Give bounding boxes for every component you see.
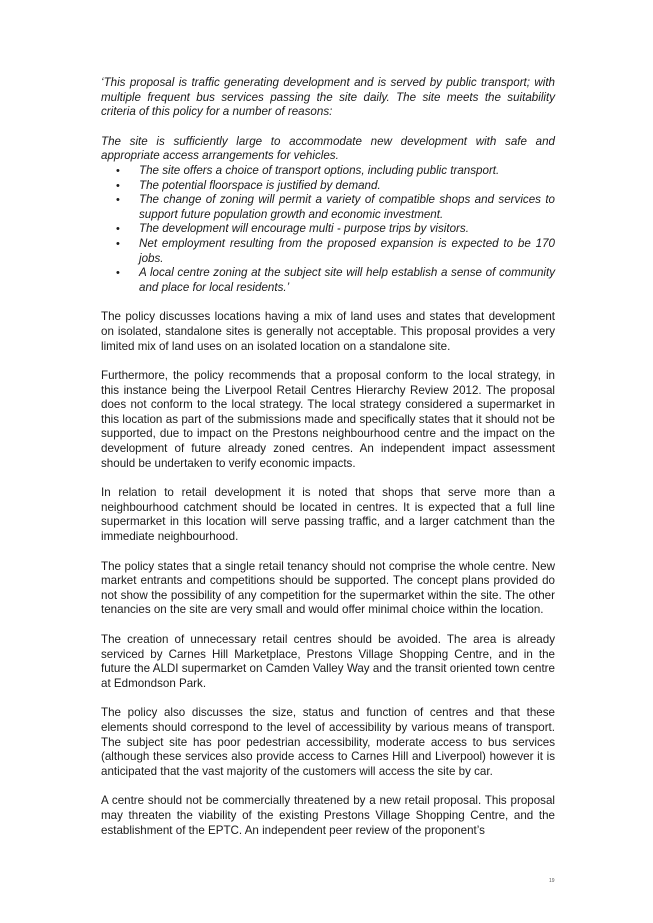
page-number: 19 bbox=[549, 878, 555, 884]
document-body bbox=[101, 76, 555, 838]
paragraph-single-tenancy: The policy states that a single retail tenancy should not comprise the whole centre. New market entrants and competitions should be supported. The concept plans provided do not show the possibility of any competition for the supermarket within the site. The other tenancies on the site are very small and would offer minimal choice within the location. bbox=[101, 559, 555, 617]
bullet-icon: • bbox=[116, 164, 120, 177]
list-item: • The development will encourage multi - purpose trips by visitors. bbox=[116, 222, 469, 236]
paragraph-accessibility: The policy also discusses the size, status and function of centres and that these elements should correspond to the level of accessibility by various means of transport. The subject site has poor pedestrian accessibility, moderate access to bus services (although these services also provide access to Carnes Hill and Liverpool) however it is anticipated that the vast majority of the customers will access the site by car. bbox=[101, 706, 555, 778]
list-item: • The site offers a choice of transport options, including public transport. bbox=[116, 163, 500, 177]
paragraph-retail-development: In relation to retail development it is noted that shops that serve more than a neighbourhood catchment should be located in centres. It is expected that a full line supermarket in this location will serve passing traffic, and a larger catchment than the immediate neighbourhood. bbox=[101, 486, 555, 544]
quote-lead: The site is sufficiently large to accommodate new development with safe and appropriate access arrangements for vehicles. bbox=[101, 134, 555, 163]
bullet-icon: • bbox=[116, 267, 120, 280]
list-item: • Net employment resulting from the proposed expansion is expected to be 170 jobs. bbox=[116, 236, 555, 265]
bullet-icon: • bbox=[116, 237, 120, 250]
paragraph-local-strategy: Furthermore, the policy recommends that a proposal conform to the local strategy, in this instance being the Liverpool Retail Centres Hierarchy Review 2012. The proposal does not conform to the local strategy. The local strategy considered a supermarket in this location as part of the submissions made and specifically states that it should not be supported, due to impact on the Prestons neighbourhood centre and the impact on the development of future already zoned centres. An independent impact assessment should be undertaken to verify economic impacts. bbox=[101, 369, 555, 470]
quote-bullet-list bbox=[101, 164, 555, 295]
quote-intro: ‘This proposal is traffic generating development and is served by public transport; with multiple frequent bus services passing the site daily. The site meets the suitability criteria of this policy for a number of reasons: bbox=[101, 76, 555, 119]
bullet-icon: • bbox=[116, 194, 120, 207]
list-item: • A local centre zoning at the subject site will help establish a sense of community and place for local residents.’ bbox=[116, 266, 555, 294]
bullet-icon: • bbox=[116, 223, 120, 236]
list-item: • The change of zoning will permit a variety of compatible shops and services to support future population growth and economic investment. bbox=[116, 193, 555, 221]
paragraph-unnecessary-centres: The creation of unnecessary retail centres should be avoided. The area is already serviced by Carnes Hill Marketplace, Prestons Village Shopping Centre, and in the future the ALDI supermarket on Camden Valley Way and the transit oriented town centre at Edmondson Park. bbox=[101, 633, 555, 690]
bullet-icon: • bbox=[116, 179, 120, 192]
paragraph-commercial-threat: A centre should not be commercially threatened by a new retail proposal. This proposal may threaten the viability of the existing Prestons Village Shopping Centre, and the establishment of the EPTC. An independent peer review of the proponent’s bbox=[101, 794, 555, 837]
paragraph-mixed-land-uses: The policy discusses locations having a mix of land uses and states that development on isolated, standalone sites is generally not acceptable. This proposal provides a very limited mix of land uses on an isolated location on a standalone site. bbox=[101, 310, 555, 353]
list-item: • The potential floorspace is justified by demand. bbox=[116, 178, 381, 192]
